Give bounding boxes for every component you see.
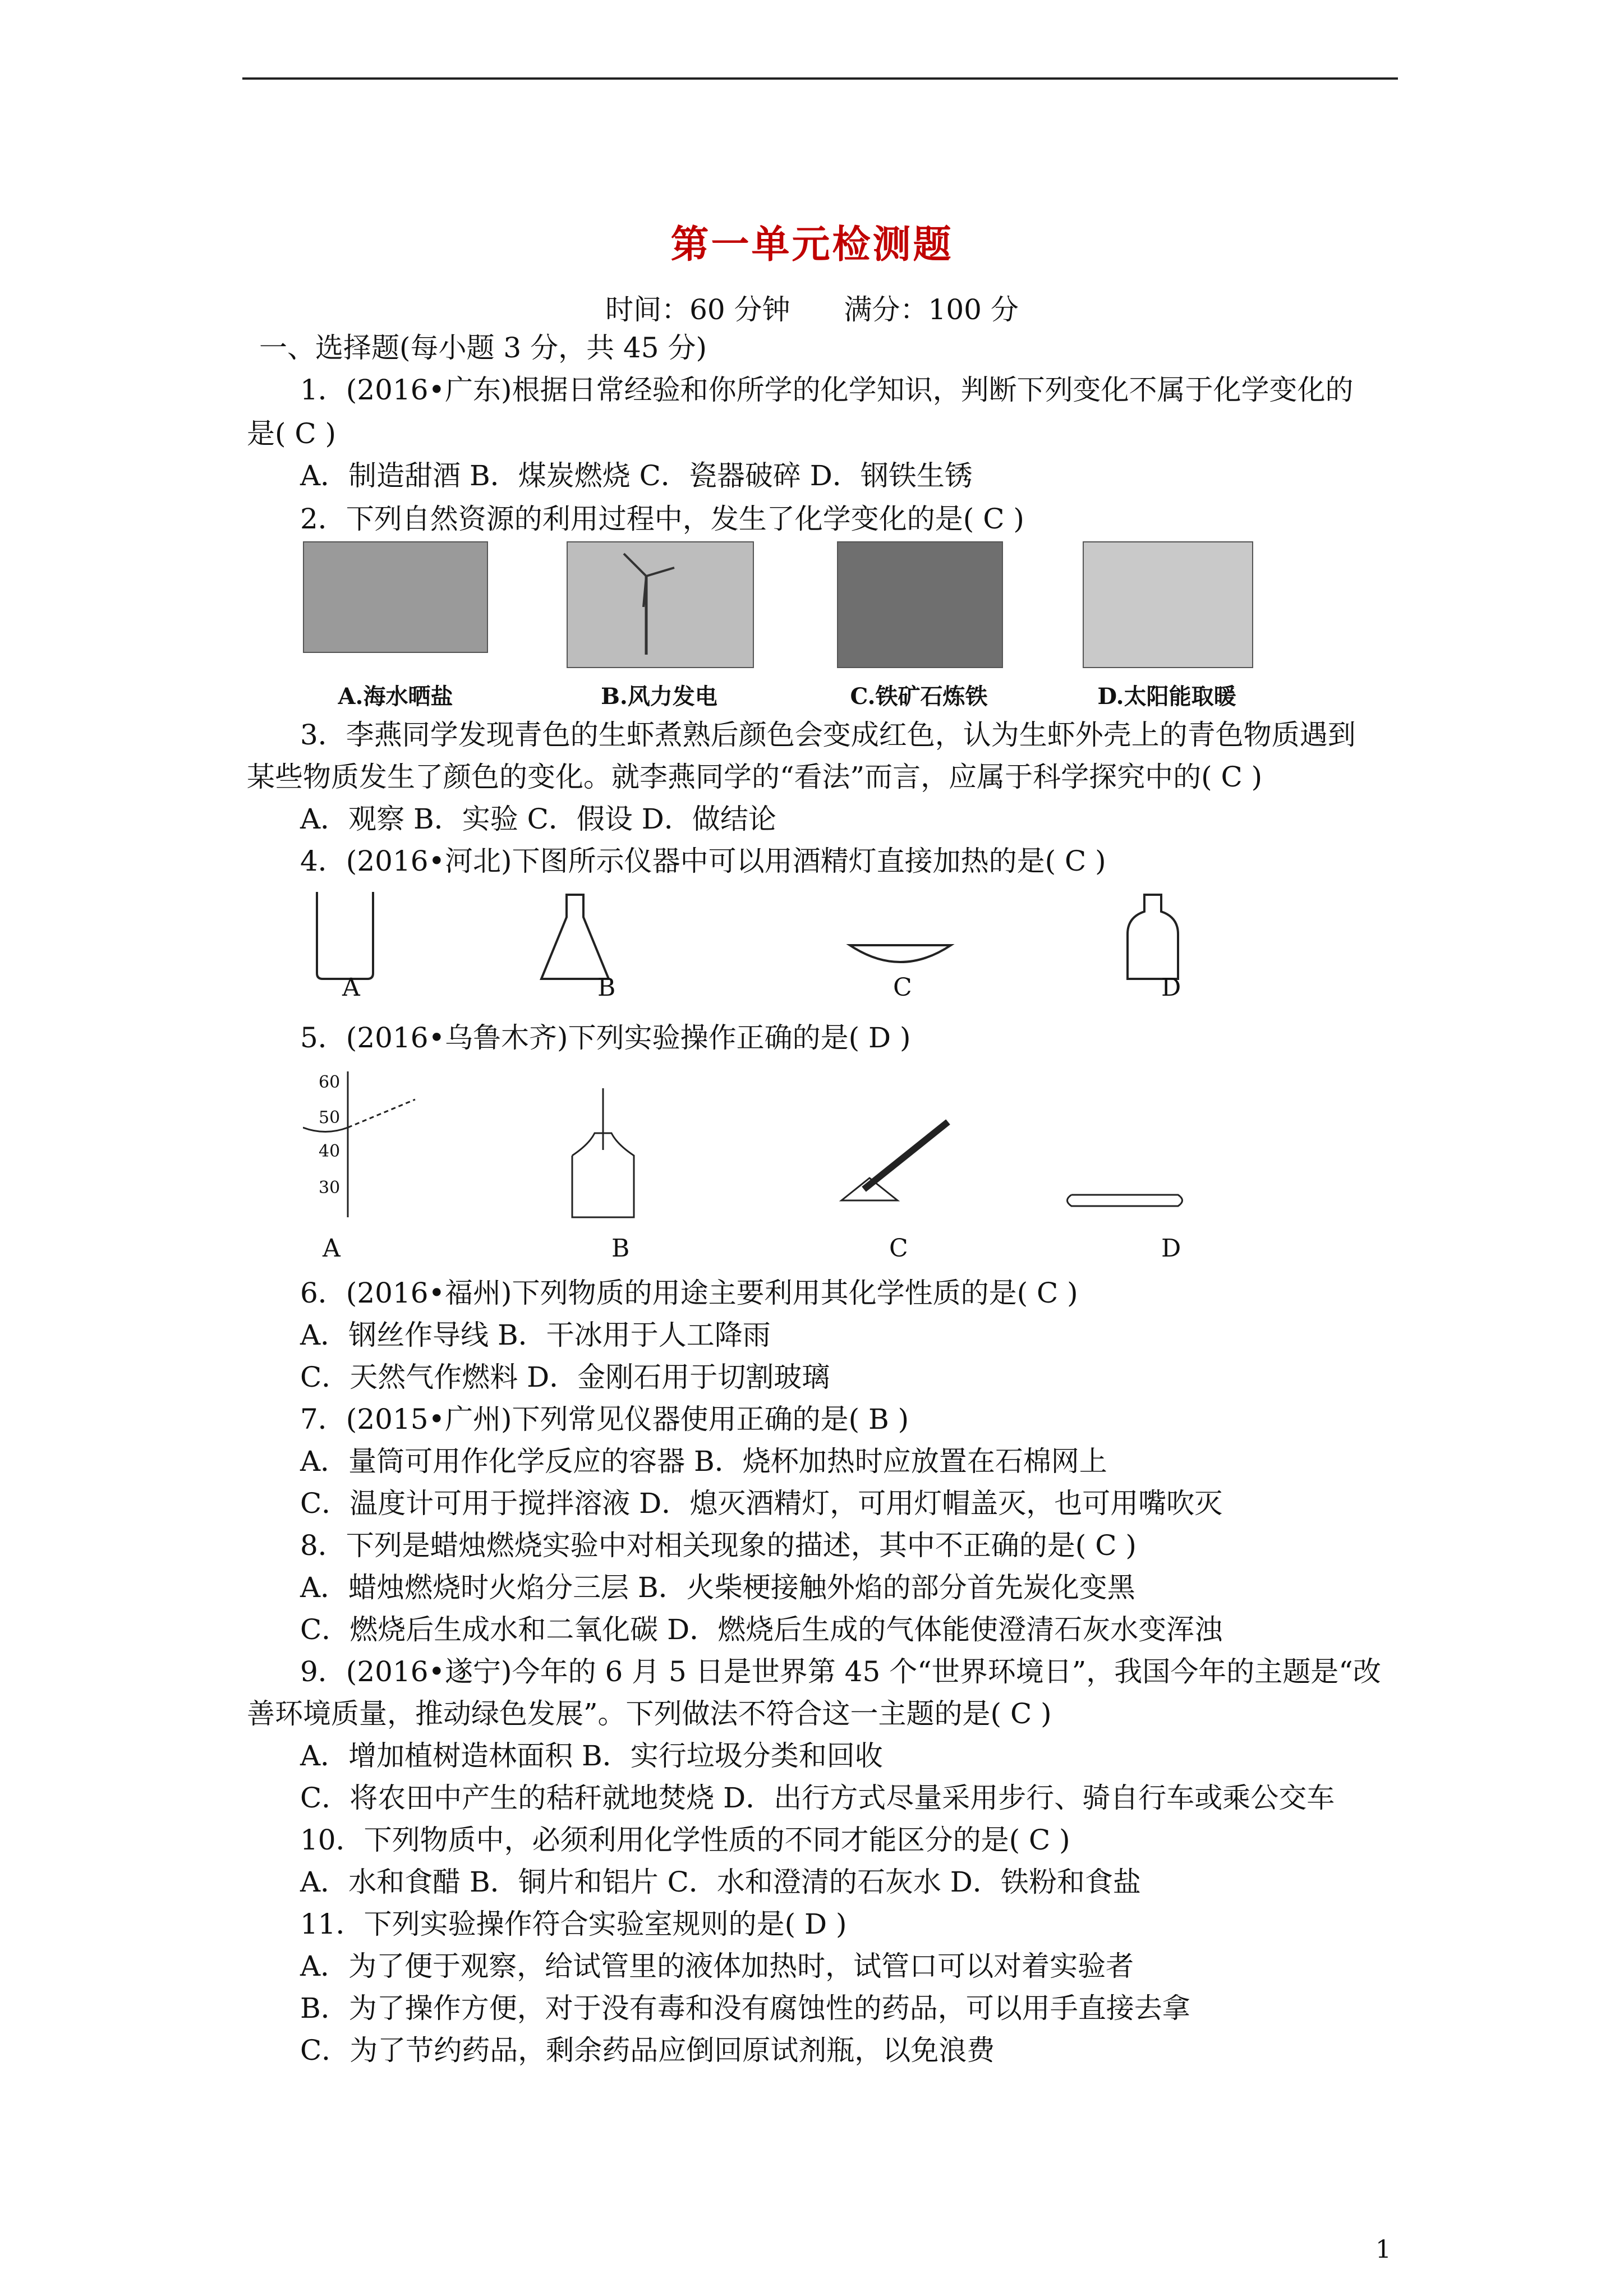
- question-7-line-1: 7．(2015•广州)下列常见仪器使用正确的是( B ): [300, 1403, 909, 1435]
- figure-caption-c: C.铁矿石炼铁: [850, 683, 988, 710]
- question-9-line-1: 9．(2016•遂宁)今年的 6 月 5 日是世界第 45 个“世界环境日”，我国今年的主题是“改: [300, 1655, 1381, 1688]
- question-7-options-ab: A．量筒可用作化学反应的容器 B．烧杯加热时应放置在石棉网上: [300, 1445, 1107, 1478]
- question-6-options-ab: A．钢丝作导线 B．干冰用于人工降雨: [300, 1319, 771, 1351]
- exam-info: [0, 287, 1624, 328]
- question-3-line-1: 3．李燕同学发现青色的生虾煮熟后颜色会变成红色，认为生虾外壳上的青色物质遇到: [300, 719, 1356, 751]
- label-a: A: [323, 1234, 341, 1263]
- wind-power-photo: [567, 541, 754, 668]
- question-8-options-cd: C．燃烧后生成水和二氧化碳 D．燃烧后生成的气体能使澄清石灰水变浑浊: [300, 1613, 1223, 1646]
- question-9-options-cd: C．将农田中产生的秸秆就地焚烧 D．出行方式尽量采用步行、骑自行车或乘公交车: [300, 1782, 1335, 1814]
- evaporating-dish-icon: [850, 945, 951, 962]
- wind-turbine-icon: [568, 542, 753, 667]
- test-tube-icon: [864, 1122, 948, 1189]
- question-3-options: A．观察 B．实验 C．假设 D．做结论: [300, 803, 776, 835]
- operation-drawings: [303, 1066, 1257, 1223]
- question-9-line-2: 善环境质量，推动绿色发展”。下列做法不符合这一主题的是( C ): [247, 1697, 1052, 1730]
- label-b: B: [597, 973, 616, 1002]
- sight-line: [348, 1099, 415, 1128]
- scale-30: 30: [319, 1178, 341, 1198]
- label-a: A: [342, 973, 360, 1002]
- question-9-options-ab: A．增加植树造林面积 B．实行垃圾分类和回收: [300, 1740, 883, 1772]
- flask-icon: [541, 895, 609, 979]
- question-8-options-ab: A．蜡烛燃烧时火焰分三层 B．火柴梗接触外焰的部分首先炭化变黑: [300, 1571, 1135, 1604]
- label-d: D: [1161, 1234, 1181, 1263]
- question-6-line-1: 6．(2016•福州)下列物质的用途主要利用其化学性质的是( C ): [300, 1277, 1078, 1309]
- reagent-bottle-icon: [1128, 895, 1178, 979]
- figure-caption-a: A.海水晒盐: [338, 683, 453, 710]
- question-6-options-cd: C．天然气作燃料 D．金刚石用于切割玻璃: [300, 1361, 830, 1393]
- beaker-icon: [317, 892, 373, 979]
- iron-smelting-photo: [837, 541, 1003, 668]
- figure-caption-b: B.风力发电: [601, 683, 717, 710]
- meniscus-icon: [303, 1128, 348, 1132]
- scale-50: 50: [319, 1108, 341, 1128]
- figure-caption-d: D.太阳能取暖: [1097, 683, 1236, 710]
- question-11-option-c: C．为了节约药品，剩余药品应倒回原试剂瓶，以免浪费: [300, 2034, 995, 2067]
- section-heading: 一、选择题(每小题 3 分，共 45 分): [259, 332, 707, 364]
- apparatus-drawings: [311, 889, 1209, 1007]
- scale-60: 60: [319, 1073, 341, 1092]
- label-c: C: [893, 973, 912, 1002]
- score-label: 满分：100 分: [844, 293, 1019, 326]
- question-11-option-a: A．为了便于观察，给试管里的液体加热时，试管口可以对着实验者: [300, 1950, 1134, 1982]
- question-3-line-2: 某些物质发生了颜色的变化。就李燕同学的“看法”而言，应属于科学探究中的( C ): [247, 761, 1263, 793]
- question-1-options: A．制造甜酒 B．煤炭燃烧 C．瓷器破碎 D．钢铁生锈: [300, 459, 973, 492]
- test-tube-horizontal-icon: [1068, 1195, 1183, 1206]
- label-c: C: [889, 1234, 908, 1263]
- solar-heating-photo: [1083, 541, 1253, 668]
- question-4-line-1: 4．(2016•河北)下图所示仪器中可以用酒精灯直接加热的是( C ): [300, 845, 1106, 877]
- question-1-line-2: 是( C ): [247, 417, 337, 450]
- question-8-line-1: 8．下列是蜡烛燃烧实验中对相关现象的描述，其中不正确的是( C ): [300, 1529, 1137, 1562]
- label-b: B: [611, 1234, 630, 1263]
- label-d: D: [1161, 973, 1181, 1002]
- time-label: 时间：60 分钟: [605, 293, 790, 326]
- question-2-line-1: 2．下列自然资源的利用过程中，发生了化学变化的是( C ): [300, 503, 1024, 535]
- question-7-options-cd: C．温度计可用于搅拌溶液 D．熄灭酒精灯，可用灯帽盖灭，也可用嘴吹灭: [300, 1487, 1223, 1520]
- header-rule: [242, 77, 1398, 80]
- page-title: 第一单元检测题: [670, 222, 954, 267]
- sea-salt-photo: [303, 541, 488, 653]
- question-5-line-1: 5．(2016•乌鲁木齐)下列实验操作正确的是( D ): [300, 1022, 911, 1054]
- page-number: 1: [1375, 2235, 1391, 2264]
- question-1-line-1: 1．(2016•广东)根据日常经验和你所学的化学知识，判断下列变化不属于化学变化的: [300, 374, 1354, 406]
- scale-40: 40: [319, 1142, 341, 1161]
- question-10-line-1: 10．下列物质中，必须利用化学性质的不同才能区分的是( C ): [300, 1824, 1070, 1856]
- question-11-option-b: B．为了操作方便，对于没有毒和没有腐蚀性的药品，可以用手直接去拿: [300, 1992, 1190, 2024]
- question-10-options: A．水和食醋 B．铜片和铝片 C．水和澄清的石灰水 D．铁粉和食盐: [300, 1866, 1141, 1898]
- question-11-line-1: 11．下列实验操作符合实验室规则的是( D ): [300, 1908, 847, 1940]
